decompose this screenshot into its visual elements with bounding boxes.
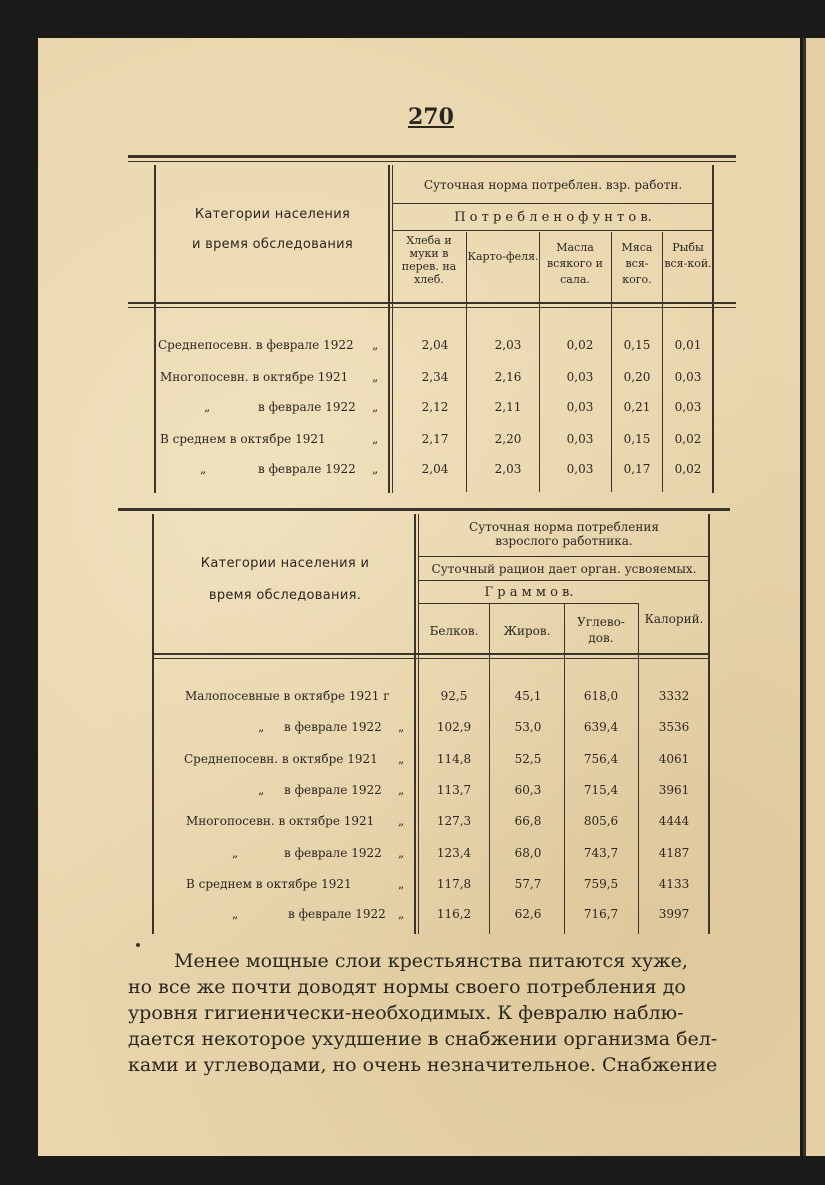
table2-cell: 805,6 [583,814,619,828]
col-header-bread: Хлеба и муки в перев. на хлеб. [401,234,457,286]
table2-cell: 45,1 [514,689,542,703]
table2-cell: 4133 [658,877,690,891]
col-header-meat: Мяса вся-кого. [621,241,653,286]
table1-cell: 2,04 [421,462,449,476]
table2-cell: 117,8 [436,877,472,891]
table2-cell: 66,8 [514,814,542,828]
table1-cell: 0,15 [623,338,651,352]
table1-cell: 0,03 [566,370,594,384]
table1-cell: 0,03 [566,462,594,476]
col-header-calories: Калорий. [644,612,704,626]
next-page-edge [803,38,825,1156]
table2-row-label: в феврале 1922 [284,846,382,860]
table1-cell: 2,03 [494,338,522,352]
table2-cell: 3961 [658,783,690,797]
table2-cell: 62,6 [514,907,542,921]
table2-cell: 716,7 [583,907,619,921]
table2-cell: 102,9 [436,720,472,734]
body-paragraph [128,948,738,1078]
table2-cell: 3332 [658,689,690,703]
col-header-fat: Жиров. [503,624,551,638]
paragraph-line: Менее мощные слои крестьянства питаются хуже, [174,950,688,972]
paragraph-line: но все же почти доводят нормы своего потребления до [128,976,686,998]
table1-row-label: Многопосевн. в октябре 1921 [160,370,349,384]
table2-cell: 114,8 [436,752,472,766]
table1-cell: 2,12 [421,400,449,414]
table1-cell: 2,03 [494,462,522,476]
table2-row-label: В среднем в октябре 1921 [186,877,352,891]
table2-row-label: Среднепосевн. в октябре 1921 [184,752,378,766]
table2-cell: 756,4 [583,752,619,766]
table2-group-header: Суточная норма потребления взрослого работника. [469,520,659,548]
table1-cell: 0,02 [566,338,594,352]
table2-cell: 4187 [658,846,690,860]
table1-row-label: в феврале 1922 [258,400,356,414]
table2-row-label: в феврале 1922 [284,783,382,797]
table2-row-label: Малопосевные в октябре 1921 г [185,689,390,703]
table2-cell: 3997 [658,907,690,921]
table2-cell: 60,3 [514,783,542,797]
col-header-fat: Масла всякого и сала. [546,241,603,286]
table1-cell: 0,03 [566,432,594,446]
table1-cell: 0,02 [674,432,702,446]
table1-cell: 2,20 [494,432,522,446]
page-number: 270 [408,104,454,130]
table1-cell: 2,04 [421,338,449,352]
table2-cell: 4061 [658,752,690,766]
table2-cell: 116,2 [436,907,472,921]
table1-cell: 2,11 [494,400,522,414]
table1-cell: 0,15 [623,432,651,446]
table1-cell: 0,21 [623,400,651,414]
table1-group-header: Суточная норма потреблен. взр. работн. [423,178,683,192]
table2-cell: 113,7 [436,783,472,797]
table1-cell: 0,02 [674,462,702,476]
table2-row-label: в феврале 1922 [288,907,386,921]
table2-cell: 68,0 [514,846,542,860]
paragraph-line: уровня гигиенически-необходимых. К февралю наблю- [128,1002,684,1024]
table2-cell: 92,5 [440,689,468,703]
table1-row-label: Среднепосевн. в феврале 1922 [158,338,354,352]
table2-cell: 127,3 [436,814,472,828]
table1-cell: 0,01 [674,338,702,352]
table1-cell: 0,03 [674,370,702,384]
paragraph-line: ками и углеводами, но очень незначительное. Снабжение [128,1054,718,1076]
table1-cell: 2,16 [494,370,522,384]
table2-cell: 4444 [658,814,690,828]
table1-cell: 2,17 [421,432,449,446]
table1-category-header: Категории населения и время обследования [191,207,354,252]
table2-row-label: Многопосевн. в октябре 1921 [186,814,375,828]
table1-subgroup-header: П о т р е б л е н о ф у н т о в. [454,210,652,225]
table2-cell: 57,7 [514,877,542,891]
table2-cell: 743,7 [583,846,619,860]
table2-cell: 618,0 [583,689,619,703]
table2-category-header: Категории населения и время обследования. [200,556,370,603]
col-header-protein: Белков. [429,624,479,638]
table2-cell: 53,0 [514,720,542,734]
table2-unit-header: Г р а м м о в. [484,585,574,600]
paragraph-line: дается некоторое ухудшение в снабжении организма бел- [128,1028,718,1050]
table1-cell: 0,03 [674,400,702,414]
table1-cell: 0,03 [566,400,594,414]
col-header-fish: Рыбы вся-кой. [664,241,712,270]
table1-cell: 2,34 [421,370,449,384]
table2-row-label: в феврале 1922 [284,720,382,734]
table1-cell: 0,17 [623,462,651,476]
table2-subgroup-header: Суточный рацион дает орган. усвояемых. [431,562,697,576]
table1-cell: 0,20 [623,370,651,384]
table1-row-label: В среднем в октябре 1921 [160,432,326,446]
table2-cell: 3536 [658,720,690,734]
table2-cell: 123,4 [436,846,472,860]
col-header-potato: Карто-феля. [467,250,539,263]
table2-cell: 715,4 [583,783,619,797]
table1-row-label: в феврале 1922 [258,462,356,476]
table2-cell: 759,5 [583,877,619,891]
table2-cell: 639,4 [583,720,619,734]
table2-cell: 52,5 [514,752,542,766]
col-header-carbs: Углево-дов. [577,615,625,645]
